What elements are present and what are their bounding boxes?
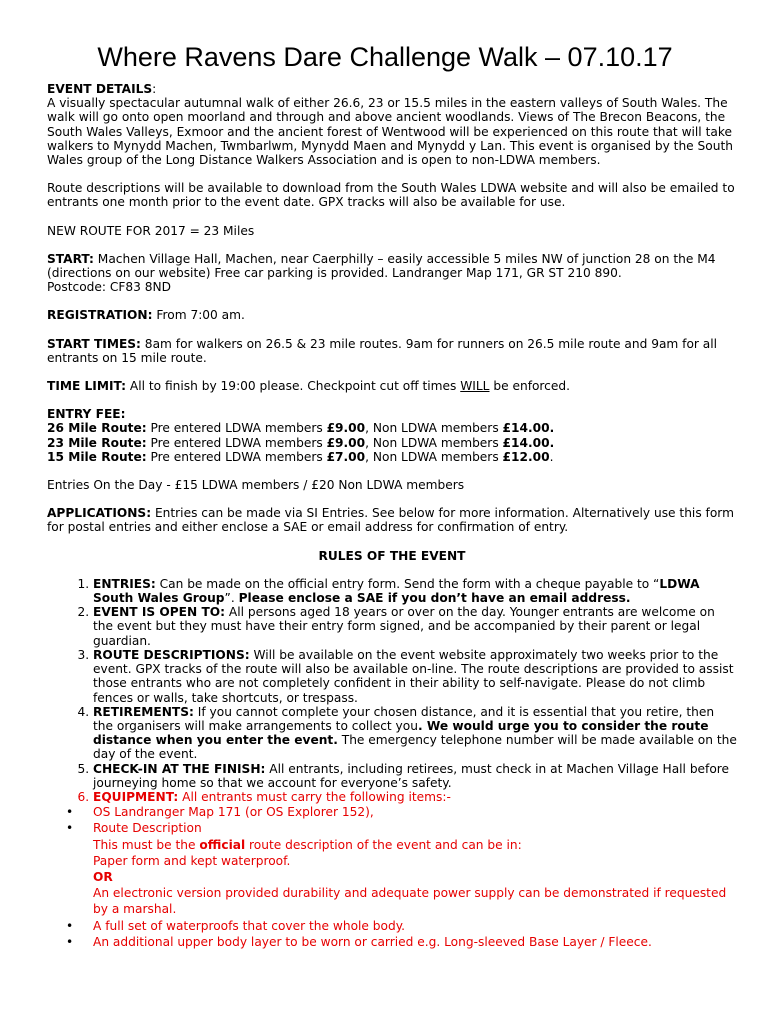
start-times-text: 8am for walkers on 26.5 & 23 mile routes. 9am for runners on 26.5 mile route and 9am for all entrants on 15 mile route.: [47, 336, 718, 365]
event-details-text: A visually spectacular autumnal walk of either 26.6, 23 or 15.5 miles in the eastern valleys of South Wales. The walk will go onto open moorland and through and above ancient woodlands. Views of The Brecon Beacons, the South Wales Valleys, Exmoor and the ancient forest of Wentwood will be experienced on this route that will take walkers to Mynydd Machen, Twmbarlwm, Mynydd Maen and Mynydd y Lan. This event is organised by the South Wales group of the Long Distance Walkers Association and is open to non-LDWA members.: [47, 96, 733, 168]
start-text: Machen Village Hall, Machen, near Caerphilly – easily accessible 5 miles NW of junction 28 on the M4 (directions on our website) Free car parking is provided. Landranger Map 171, GR ST 210 890.: [47, 251, 716, 281]
equipment-note: Paper form and kept waterproof.: [93, 853, 291, 868]
registration-section: [47, 308, 737, 322]
applications-text: Entries can be made via SI Entries. See below for more information. Alternatively use this form for postal entries and either enclose a SAE or email address for confirmation of entry.: [47, 506, 734, 535]
entry-fee-section: [47, 407, 737, 464]
rules-list: [47, 577, 737, 804]
equipment-note: This must be the official route description of the event and can be in:: [93, 837, 522, 852]
registration-text: From 7:00 am.: [152, 308, 245, 323]
rule-item: 6. EQUIPMENT: All entrants must carry the following items:-: [93, 790, 737, 804]
document-body: [47, 82, 737, 950]
rule-item: 1. ENTRIES: Can be made on the official entry form. Send the form with a cheque payable to “LDWA South Wales Group”. Please enclose a SAE if you don’t have an email address.: [93, 577, 737, 605]
route-description-note: Route descriptions will be available to download from the South Wales LDWA website and will also be emailed to entrants one month prior to the event date. GPX tracks will also be available for use.: [47, 181, 735, 210]
registration-label: REGISTRATION:: [47, 308, 153, 323]
event-details-heading: EVENT DETAILS: [47, 82, 153, 96]
fee-row: 26 Mile Route: Pre entered LDWA members £9.00, Non LDWA members £14.00.: [47, 421, 555, 436]
equipment-item: • Route Description: [93, 820, 737, 836]
postcode: Postcode: CF83 8ND: [47, 280, 172, 295]
on-the-day-entries: Entries On the Day - £15 LDWA members / £20 Non LDWA members: [47, 478, 465, 493]
start-times-section: [47, 337, 737, 365]
event-details-section: EVENT DETAILS: A visually spectacular autumnal walk of either 26.6, 23 or 15.5 miles in the eastern valleys of South Wales. The walk will go onto open moorland and through and above ancient woodlands. Views of The Brecon Beacons, the South Wales Valleys, Exmoor and the ancient forest of Wentwood will be experienced on this route that will take walkers to Mynydd Machen, Twmbarlwm, Mynydd Maen and Mynydd y Lan. This event is organised by the South Wales group of the Long Distance Walkers Association and is open to non-LDWA members.: [47, 82, 733, 168]
start-section: [47, 252, 737, 295]
equipment-item: • OS Landranger Map 171 (or OS Explorer 152),: [93, 804, 737, 820]
start-label: START:: [47, 251, 94, 266]
rule-item: 2. EVENT IS OPEN TO: All persons aged 18 years or over on the day. Younger entrants are welcome on the event but they must have their entry form signed, and be accompanied by their parent or legal guardian.: [93, 605, 737, 648]
page-title: Where Ravens Dare Challenge Walk – 07.10.17: [97, 42, 673, 72]
equipment-item: • An additional upper body layer to be worn or carried e.g. Long-sleeved Base Layer / Fleece.: [93, 934, 737, 950]
rule-item: 5. CHECK-IN AT THE FINISH: All entrants, including retirees, must check in at Machen Village Hall before journeying home so that we account for everyone’s safety.: [93, 762, 737, 790]
rule-item: 3. ROUTE DESCRIPTIONS: Will be available on the event website approximately two weeks prior to the event. GPX tracks of the route will also be available on-line. The route descriptions are provided to assist those entrants who are not completely confident in their ability to self-navigate. Please do not climb fences or walls, take shortcuts, or trespass.: [93, 648, 737, 705]
equipment-list: [47, 804, 737, 950]
entry-fee-heading: ENTRY FEE:: [47, 407, 126, 422]
fee-row: 15 Mile Route: Pre entered LDWA members £7.00, Non LDWA members £12.00.: [47, 449, 554, 464]
equipment-item: • A full set of waterproofs that cover the whole body.: [93, 918, 737, 934]
time-limit-label: TIME LIMIT:: [47, 379, 127, 394]
equipment-note: An electronic version provided durability and adequate power supply can be demonstrated if requested by a marshal.: [93, 886, 727, 917]
applications-label: APPLICATIONS:: [47, 506, 152, 521]
rules-heading: RULES OF THE EVENT: [318, 548, 466, 563]
new-route-note: NEW ROUTE FOR 2017 = 23 Miles: [47, 223, 255, 238]
start-times-label: START TIMES:: [47, 336, 141, 351]
applications-section: [47, 506, 737, 534]
will-emphasis: WILL: [460, 379, 490, 394]
time-limit-section: TIME LIMIT: All to finish by 19:00 please. Checkpoint cut off times WILL be enforced.: [47, 379, 570, 394]
equipment-note: OR: [93, 869, 113, 884]
fee-row: 23 Mile Route: Pre entered LDWA members £9.00, Non LDWA members £14.00.: [47, 435, 555, 450]
rule-item: 4. RETIREMENTS: If you cannot complete your chosen distance, and it is essential that you retire, then the organisers will make arrangements to collect you. We would urge you to consider the route distance when you enter the event. The emergency telephone number will be made available on the day of the event.: [93, 705, 737, 762]
